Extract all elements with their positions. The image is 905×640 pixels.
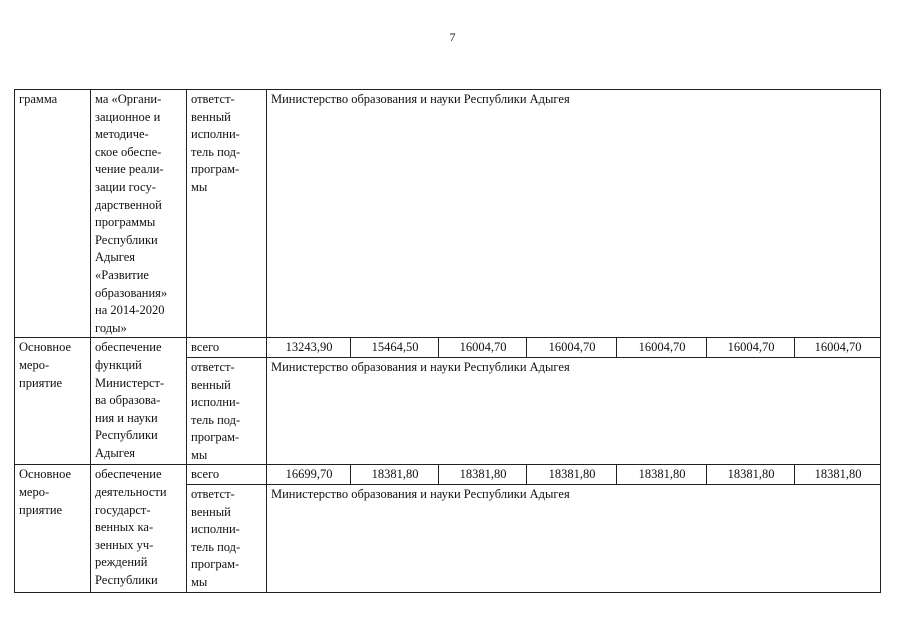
cell-text-line: тель под- [191, 144, 241, 159]
cell-text-line: методиче- [95, 127, 149, 142]
cell-text-line: приятие [19, 502, 63, 517]
cell-text-line: деятельности [95, 485, 167, 500]
cell-text-line: мы [191, 575, 208, 590]
cell-text-line: Адыгея [95, 250, 136, 265]
cell-text-line: мы [191, 447, 208, 462]
executor-cell: Министерство образования и науки Республики Адыгея [267, 357, 881, 465]
row-type-cell [15, 90, 91, 338]
cell-text-line: ва образова- [95, 393, 161, 408]
cell-text-line: дарственной [95, 197, 162, 212]
cell-text-line: ответст- [191, 359, 235, 374]
cell-text-line: годы» [95, 320, 127, 335]
cell-text-line: образования» [95, 285, 168, 300]
total-label-cell: всего [187, 465, 267, 485]
table-row [15, 465, 881, 485]
cell-text-line: зенных уч- [95, 537, 154, 552]
cell-text-line: реждений [95, 555, 148, 570]
cell-text-line: ответст- [191, 92, 235, 106]
cell-text-line: венный [191, 377, 231, 392]
value-cell: 16004,70 [439, 338, 527, 358]
cell-text-line: ма «Органи- [95, 92, 162, 106]
cell-text-line: Республики [95, 232, 158, 247]
value-cell: 18381,80 [439, 465, 527, 485]
program-table [14, 89, 881, 593]
value-cell: 15464,50 [351, 338, 439, 358]
role-cell [187, 485, 267, 593]
table-row [15, 338, 881, 358]
cell-text-line: тель под- [191, 412, 241, 427]
cell-text-line: приятие [19, 375, 63, 390]
activity-name-cell [91, 338, 187, 465]
cell-text-line: Адыгея [95, 445, 136, 460]
total-label-cell: всего [187, 338, 267, 358]
cell-text-line: обеспечение [95, 340, 162, 355]
cell-text-line: Основное [19, 467, 72, 482]
row-type-cell [15, 338, 91, 465]
value-cell: 18381,80 [527, 465, 617, 485]
cell-text-line: исполни- [191, 127, 240, 142]
executor-cell: Министерство образования и науки Республики Адыгея [267, 90, 881, 338]
value-cell: 18381,80 [351, 465, 439, 485]
cell-text-line: функций [95, 357, 142, 372]
cell-text-line: исполни- [191, 522, 240, 537]
cell-text-line: «Развитие [95, 267, 149, 282]
cell-text-line: венный [191, 504, 231, 519]
cell-text-line: ское обеспе- [95, 144, 162, 159]
value-cell: 18381,80 [617, 465, 707, 485]
cell-text-line: програм- [191, 162, 240, 177]
cell-text-line: меро- [19, 485, 50, 500]
cell-text-line: венных ка- [95, 520, 154, 535]
activity-name-cell [91, 465, 187, 592]
cell-text-line: програм- [191, 430, 240, 445]
cell-text-line: тель под- [191, 539, 241, 554]
role-cell [187, 90, 267, 338]
cell-text-line: грамма [19, 92, 58, 106]
value-cell: 16004,70 [617, 338, 707, 358]
cell-text-line: государст- [95, 502, 151, 517]
cell-text-line: программы [95, 215, 156, 230]
value-cell: 16699,70 [267, 465, 351, 485]
cell-text-line: Основное [19, 340, 72, 355]
executor-cell: Министерство образования и науки Республики Адыгея [267, 485, 881, 593]
cell-text-line: мы [191, 179, 208, 194]
value-cell: 16004,70 [707, 338, 795, 358]
role-cell [187, 357, 267, 465]
value-cell: 18381,80 [795, 465, 881, 485]
table-row [15, 90, 881, 338]
cell-text-line: Республики [95, 573, 158, 588]
value-cell: 18381,80 [707, 465, 795, 485]
row-type-cell [15, 465, 91, 592]
cell-text-line: на 2014-2020 [95, 303, 165, 318]
cell-text-line: ния и науки [95, 410, 158, 425]
cell-text-line: програм- [191, 557, 240, 572]
cell-text-line: зационное и [95, 109, 161, 124]
cell-text-line: Республики [95, 428, 158, 443]
cell-text-line: Министерст- [95, 375, 165, 390]
page-number: 7 [449, 30, 456, 44]
value-cell: 16004,70 [795, 338, 881, 358]
cell-text-line: исполни- [191, 395, 240, 410]
value-cell: 13243,90 [267, 338, 351, 358]
value-cell: 16004,70 [527, 338, 617, 358]
cell-text-line: венный [191, 109, 231, 124]
cell-text-line: меро- [19, 357, 50, 372]
cell-text-line: обеспечение [95, 467, 162, 482]
activity-name-cell [91, 90, 187, 338]
cell-text-line: зации госу- [95, 179, 156, 194]
cell-text-line: чение реали- [95, 162, 164, 177]
cell-text-line: ответст- [191, 487, 235, 502]
